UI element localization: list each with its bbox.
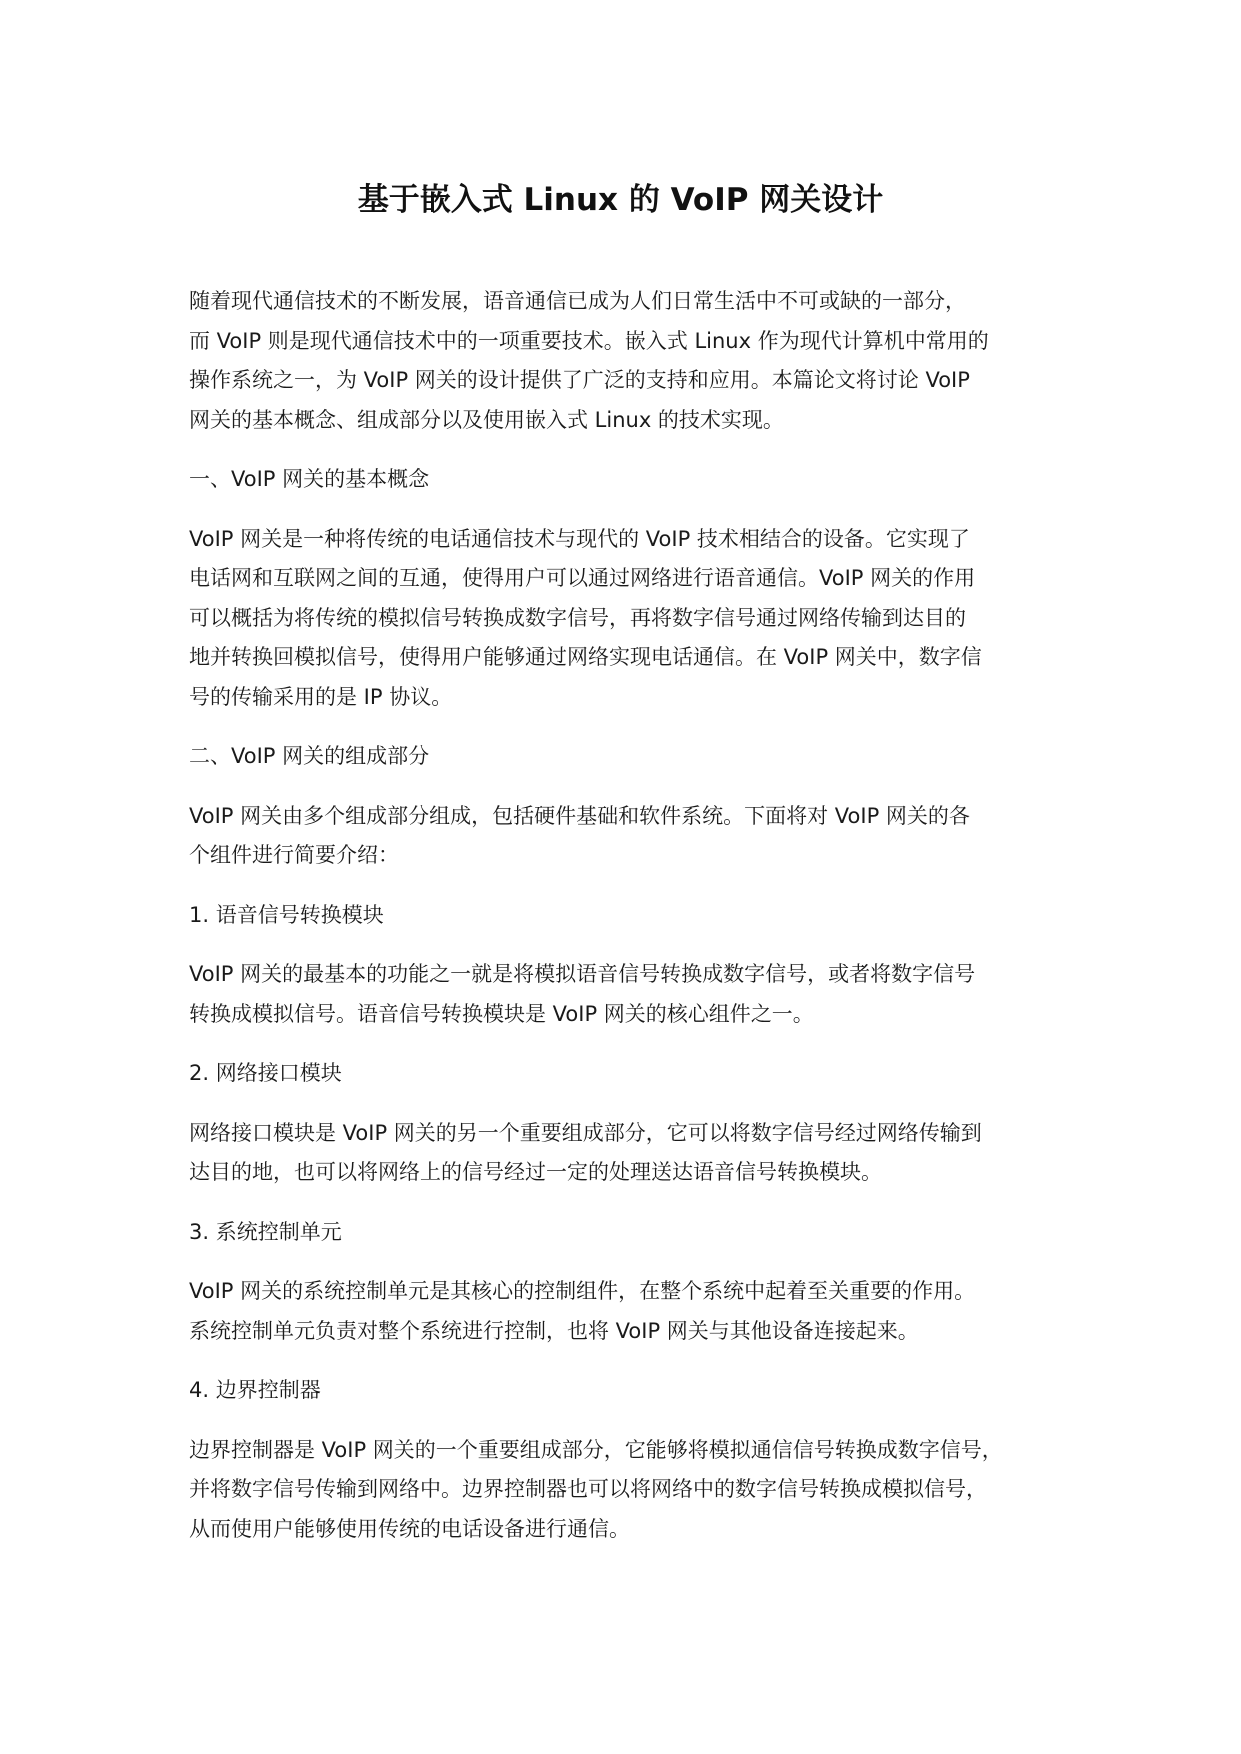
text-line: 转换成模拟信号。语音信号转换模块是 VoIP 网关的核心组件之一。: [189, 1001, 814, 1026]
text-line: 1. 语音信号转换模块: [189, 902, 384, 927]
text-line: 系统控制单元负责对整个系统进行控制，也将 VoIP 网关与其他设备连接起来。: [189, 1318, 919, 1343]
text-line: 从而使用户能够使用传统的电话设备进行通信。: [189, 1516, 630, 1541]
section-heading: [189, 460, 1089, 500]
text-line: 而 VoIP 则是现代通信技术中的一项重要技术。嵌入式 Linux 作为现代计算机中常用的: [189, 328, 989, 353]
text-line: VoIP 网关是一种将传统的电话通信技术与现代的 VoIP 技术相结合的设备。它实现了: [189, 526, 970, 551]
body-paragraph: [189, 520, 1089, 718]
body-paragraph: [189, 1272, 1089, 1351]
text-line: 3. 系统控制单元: [189, 1219, 342, 1244]
text-line: VoIP 网关的系统控制单元是其核心的控制组件，在整个系统中起着至关重要的作用。: [189, 1279, 976, 1303]
body-paragraph: [189, 282, 1089, 440]
text-line: 网络接口模块是 VoIP 网关的另一个重要组成部分，它可以将数字信号经过网络传输到: [189, 1120, 982, 1145]
section-heading: [189, 896, 1089, 936]
text-line: 个组件进行简要介绍：: [189, 843, 399, 867]
body-paragraph: [189, 1114, 1089, 1193]
text-line: 可以概括为将传统的模拟信号转换成数字信号，再将数字信号通过网络传输到达目的: [189, 605, 966, 630]
text-line: VoIP 网关由多个组成部分组成，包括硬件基础和软件系统。下面将对 VoIP 网关的各: [189, 803, 970, 828]
text-line: 操作系统之一，为 VoIP 网关的设计提供了广泛的支持和应用。本篇论文将讨论 VoIP: [189, 368, 970, 392]
text-line: 并将数字信号传输到网络中。边界控制器也可以将网络中的数字信号转换成模拟信号，: [189, 1477, 987, 1501]
text-line: 随着现代通信技术的不断发展，语音通信已成为人们日常生活中不可或缺的一部分，: [189, 289, 966, 313]
text-line: VoIP 网关的最基本的功能之一就是将模拟语音信号转换成数字信号，或者将数字信号: [189, 962, 976, 986]
section-heading: [189, 737, 1089, 777]
section-heading: [189, 1054, 1089, 1094]
text-line: 网关的基本概念、组成部分以及使用嵌入式 Linux 的技术实现。: [189, 407, 784, 432]
body-paragraph: [189, 1431, 1089, 1550]
text-line: 地并转换回模拟信号，使得用户能够通过网络实现电话通信。在 VoIP 网关中，数字信: [189, 645, 982, 669]
document-body: [189, 282, 1089, 1569]
section-heading: [189, 1371, 1089, 1411]
body-paragraph: [189, 955, 1089, 1034]
document-title: 基于嵌入式 Linux 的 VoIP 网关设计: [357, 182, 884, 218]
text-line: 达目的地，也可以将网络上的信号经过一定的处理送达语音信号转换模块。: [189, 1160, 882, 1184]
text-line: 边界控制器是 VoIP 网关的一个重要组成部分，它能够将模拟通信信号转换成数字信号，: [189, 1437, 1003, 1462]
section-heading: [189, 1213, 1089, 1253]
text-line: 2. 网络接口模块: [189, 1061, 342, 1085]
text-line: 二、VoIP 网关的组成部分: [189, 744, 430, 768]
text-line: 号的传输采用的是 IP 协议。: [189, 684, 453, 709]
text-line: 一、VoIP 网关的基本概念: [189, 467, 430, 491]
text-line: 电话网和互联网之间的互通，使得用户可以通过网络进行语音通信。VoIP 网关的作用: [189, 566, 976, 590]
body-paragraph: [189, 797, 1089, 876]
text-line: 4. 边界控制器: [189, 1378, 321, 1402]
